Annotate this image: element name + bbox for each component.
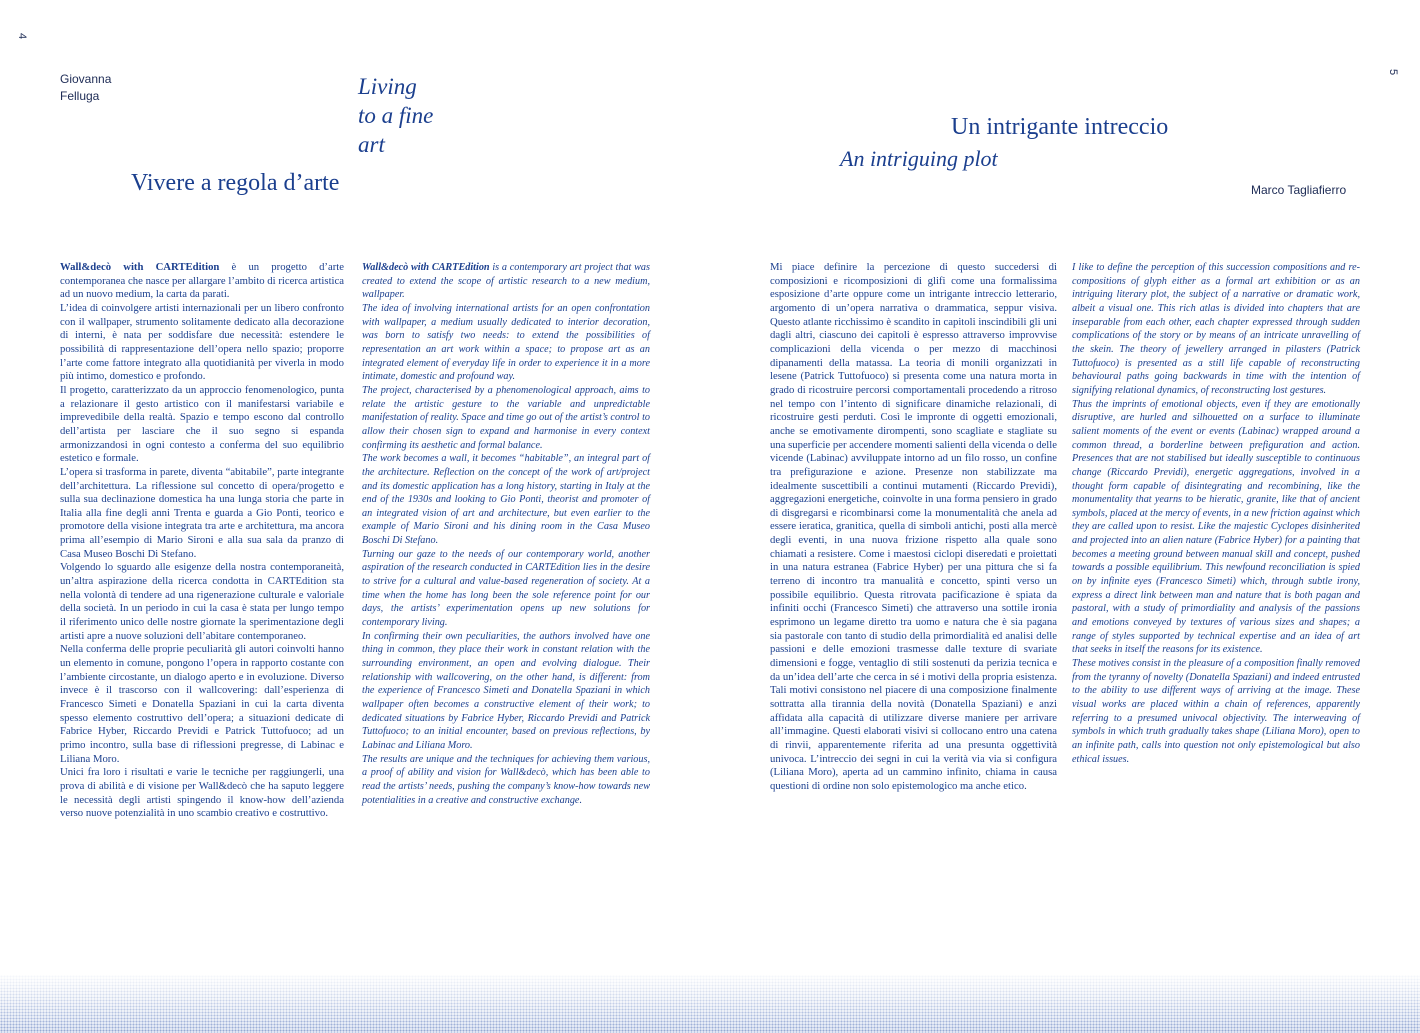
paragraph: The work becomes a wall, it becomes “habitable”, an integral part of the architecture. Reflection on the concept of the work of art/project and its domestic application has a long history, starting in Italy at the end of the 1930s and looking to Gio Ponti, theorist and promoter of an integrated vision of art and architecture, but even earlier to the example of Mario Sironi and his dining room in the Casa Museo Boschi Di Stefano. [362, 453, 650, 547]
paragraph: The results are unique and the techniques for achieving them various, a proof of ability and vision for Wall&decò, which has been able to read the artists’ needs, pushing the company’s know-how towards new potentialities in a creative and constructive exchange. [362, 753, 650, 806]
paragraph: These motives consist in the pleasure of a composition finally removed from the tyranny of novelty (Donatella Spaziani) and indeed entrusted to the ability to use different ways of arriving at the image. These visual works are placed within a chain of references, apparently referring to a presumed univocal objectivity. The interweaving of symbols in which truth gradually takes shape (Liliana Moro), open to an infinite path, calls into question not only epistemological but also ethical issues. [1072, 658, 1360, 765]
title-italian-right: Un intrigante intreccio [951, 114, 1169, 140]
paragraph: The project, characterised by a phenomenological approach, aims to relate the artistic gesture to the variable and unpredictable manifestation of reality. Space and time go out of the artist’s control to allow their chosen sign to expand and harmonise in every context confirming its aesthetic and formal balance. [362, 384, 650, 451]
paragraph: Il progetto, caratterizzato da un approccio fenomenologico, punta a relazionare il gesto artistico con il manifestarsi variabile e imprevedibile della realtà. Spazio e tempo escono dal controllo dell’artista per lasciare che il suo segno si espanda armonizzandosi in ogni contesto a conferma del suo equilibrio estetico e formale. [60, 383, 344, 465]
paragraph-text: è un progetto d’arte contemporanea che nasce per allargare l’ambito di ricerca artistica ad un nuovo medium, la carta da parati. [60, 261, 345, 301]
author-left: Giovanna Felluga [60, 72, 112, 103]
halftone-pattern-band [0, 975, 1420, 1033]
paragraph: Nella conferma delle proprie peculiarità gli autori coinvolti hanno un elemento in comune, pongono l’opera in rapporto costante con l’ambiente circostante, un dialogo aperto e in evoluzione. Diverso invece è il trascorso con il wallcovering: dall’esperienza di Francesco Simeti e Donatella Spaziani in cui la carta diventa spesso elemento costruttivo dell’opera; a situazioni dedicate di Fabrice Hyber, Riccardo Previdi e Patrick Tuttofuoco; ad un primo incontro, sulla base di riflessioni pregresse, di Labinac e Liliana Moro. [60, 643, 344, 765]
paragraph: Unici fra loro i risultati e varie le tecniche per raggiungerli, una prova di abilità e di visione per Wall&decò che ha saputo leggere le necessità degli artisti spingendo il know-how dell’azienda verso nuove potenzialità in uno scambio creativo e costruttivo. [60, 766, 344, 820]
page-number-left: 4 [16, 32, 29, 40]
title-english-left: Living to a fine art [358, 74, 434, 157]
page-number-right: 5 [1387, 68, 1400, 76]
column-english-left [362, 261, 650, 807]
paragraph: In confirming their own peculiarities, the authors involved have one thing in common, they place their work in constant relation with the surrounding environment, an open and evolving dialogue. Their relationship with wallcovering, on the other hand, is different: from the experience of Francesco Simeti and Donatella Spaziani in which wallpaper often becomes a constructive element of their work; to dedicated situations by Fabrice Hyber, Riccardo Previdi and Patrick Tuttofuoco; to an initial encounter, based on previous reflections, by Labinac and Liliana Moro. [362, 630, 650, 751]
paragraph: L’idea di coinvolgere artisti internazionali per un libero confronto con il wallpaper, strumento solitamente dedicato alla decorazione di interni, è nata per soddisfare due necessità: estendere le possibilità di rappresentazione dell’opera nello spazio; proporre l’arte come fattore integrato alla quotidianità per viverla in modo più intimo, domestico e profondo. [60, 301, 344, 383]
column-english-right [1072, 261, 1360, 766]
lead-text: Wall&decò with CARTEdition [362, 262, 490, 273]
lead-text: Wall&decò with CARTEdition [60, 261, 220, 273]
column-italian-left [60, 261, 344, 821]
paragraph: The idea of involving international artists for an open confrontation with wallpaper, a medium usually dedicated to interior decoration, was born to satisfy two needs: to extend the possibilities of representation an art work within a space; to propose art as an integrated element of everyday life in order to experience it in a more intimate, domestic and profound way. [362, 302, 650, 383]
paragraph: Mi piace definire la percezione di questo succedersi di composizioni e ricomposizioni di glifi come una formalissima esposizione d’arte oppure come un intrigante intreccio letterario, argomento di un’opera narrativa o drammatica, seppur visiva. Questo atlante ricchissimo è scandito in capitoli inscindibili gli uni dagli altri, ciascuno dei capitoli è espresso attraverso improvvise complicazioni della vicenda o per mezzo di macchinosi dipanamenti della matassa. La teoria di monili organizzati in lesene (Patrick Tuttofuoco) si presenta come una natura morta in grado di ricostruire percorsi comportamentali procedendo a ritroso nel tempo con l’intento di significare dinamiche relazionali, di ricostruire gesti perduti. Così le impronte di oggetti emozionali, anche se emotivamente dirompenti, sono scagliate e stagliate su una superficie per accendere momenti salienti della vicenda o delle vicende (Labinac) avviluppate intorno ad un filo rosso, un confine tra prefigurazione e azione. Presenze non stabilizzate ma idealmente suscettibili a continui mutamenti (Riccardo Previdi), aggregazioni energetiche, coinvolte in una forma pensiero in grado di disgregarsi e ricombinarsi come la monumentalità che anela ad essere ieratica, granitica, quella di simboli antichi, posti alla mercè degli eventi, in una nuova frizione rispetto alla quale sono chiamati a resistere. Come i maestosi ciclopi diseredati e proiettati in una natura estranea (Fabrice Hyber) per una pittura che si fa terreno di incontro tra manualità e concetto, spinti verso un possibile equilibrio. Questa ritrovata pacificazione è spiata da infiniti occhi (Francesco Simeti) che attraverso una sottile ironia esprimono un legame diretto tra uomo e natura che è sia pagana sia pastorale con tanto di studio della primordialità ed analisi delle passioni e delle emozioni trasmesse dalle texture di svariate dimensioni e fogge, ventaglio di stili sostenuti da perizia tecnica e da un’idea dell’arte che cerca in sé i motivi della propria esistenza. Tali motivi consistono nel piacere di una composizione finalmente sottratta alla tirannia della novità (Donatella Spaziani) e anzi affidata alla capacità di utilizzare diverse maniere per arrivare all’immagine. Questi elaborati visivi si collocano entro una catena di rinvii, apparentemente riferita ad una presunta oggettività univoca. L’intreccio dei segni in cui la verità via via si configura (Liliana Moro), aperta ad un cammino infinito, chiama in causa questioni di ordine non solo epistemologico ma anche etico. [770, 261, 1057, 792]
title-italian-left: Vivere a regola d’arte [131, 170, 340, 196]
paragraph: Thus the imprints of emotional objects, even if they are emotionally disruptive, are hurled and silhouetted on a surface to illuminate salient moments of the event or events (Labinac) wrapped around a common thread, a borderline between prefiguration and action. Presences that are not stabilised but ideally susceptible to continuous change (Riccardo Previdi), energetic aggregations, involved in a thought form capable of disintegrating and recombining, like the monumentality that yearns to be hieratic, granite, like that of ancient symbols, placed at the mercy of events, in a new friction against which they are called upon to resist. Like the majestic Cyclopes disinherited and projected into an alien nature (Fabrice Hyber) for a painting that becomes a meeting ground between manual skill and concept, pushed towards a possible equilibrium. This newfound reconciliation is spied on by infinite eyes (Francesco Simeti) which, through subtle irony, express a direct link between man and nature that is both pagan and pastoral, with a study of primordiality and analysis of the passions and emotions conveyed by textures of various sizes and shapes; a range of styles supported by technical expertise and an idea of art that seeks in itself the reasons for its existence. [1072, 398, 1360, 656]
paragraph: L’opera si trasforma in parete, diventa “abitabile”, parte integrante dell’architettura. La riflessione sul concetto di opera/progetto e sulla sua declinazione domestica ha una lunga storia che parte in Italia alla fine degli anni Trenta e guarda a Gio Ponti, teorico e promotore della visione integrata tra arte e architettura, ma ancora prima all’esempio di Mario Sironi e alla sua sala da pranzo di Casa Museo Boschi Di Stefano. [60, 465, 344, 560]
paragraph-text: is a contemporary art project that was created to extend the scope of artistic research to a new medium, wallpaper. [362, 262, 650, 301]
column-italian-right [770, 261, 1057, 794]
paragraph: Volgendo lo sguardo alle esigenze della nostra contemporaneità, un’altra aspirazione della ricerca condotta in CARTEdition sta nella volontà di tendere ad una rigenerazione culturale e valoriale della società. In un periodo in cui la casa è stata per lungo tempo il riferimento unico delle nostre giornate la sperimentazione degli artisti apre a nuove soluzioni dell’abitare contemporaneo. [60, 561, 344, 642]
paragraph: Turning our gaze to the needs of our contemporary world, another aspiration of the research conducted in CARTEdition lies in the desire to strive for a cultural and value-based regeneration of society. At a time when the home has long been the sole reference point for our days, the artists’ experimentation opens up new solutions for contemporary living. [362, 548, 650, 629]
paragraph [362, 261, 650, 302]
paragraph [60, 261, 344, 302]
title-english-right: An intriguing plot [840, 146, 998, 171]
paragraph: I like to define the perception of this succession compositions and re-compositions of glyph either as a formal art exhibition or as an intriguing literary plot, the subject of a narrative or dramatic work, albeit a visual one. This rich atlas is divided into chapters that are inseparable from each other, each chapter expressed through sudden complications of the story or by means of an intricate unravelling of the skein. The theory of jewellery arranged in pilasters (Patrick Tuttofuoco) is presented as a still life capable of reconstructing behavioural paths going backwards in time with the intention of signifying relational dynamics, of reconstructing lost gestures. [1072, 262, 1360, 396]
author-right: Marco Tagliafierro [1251, 183, 1347, 197]
